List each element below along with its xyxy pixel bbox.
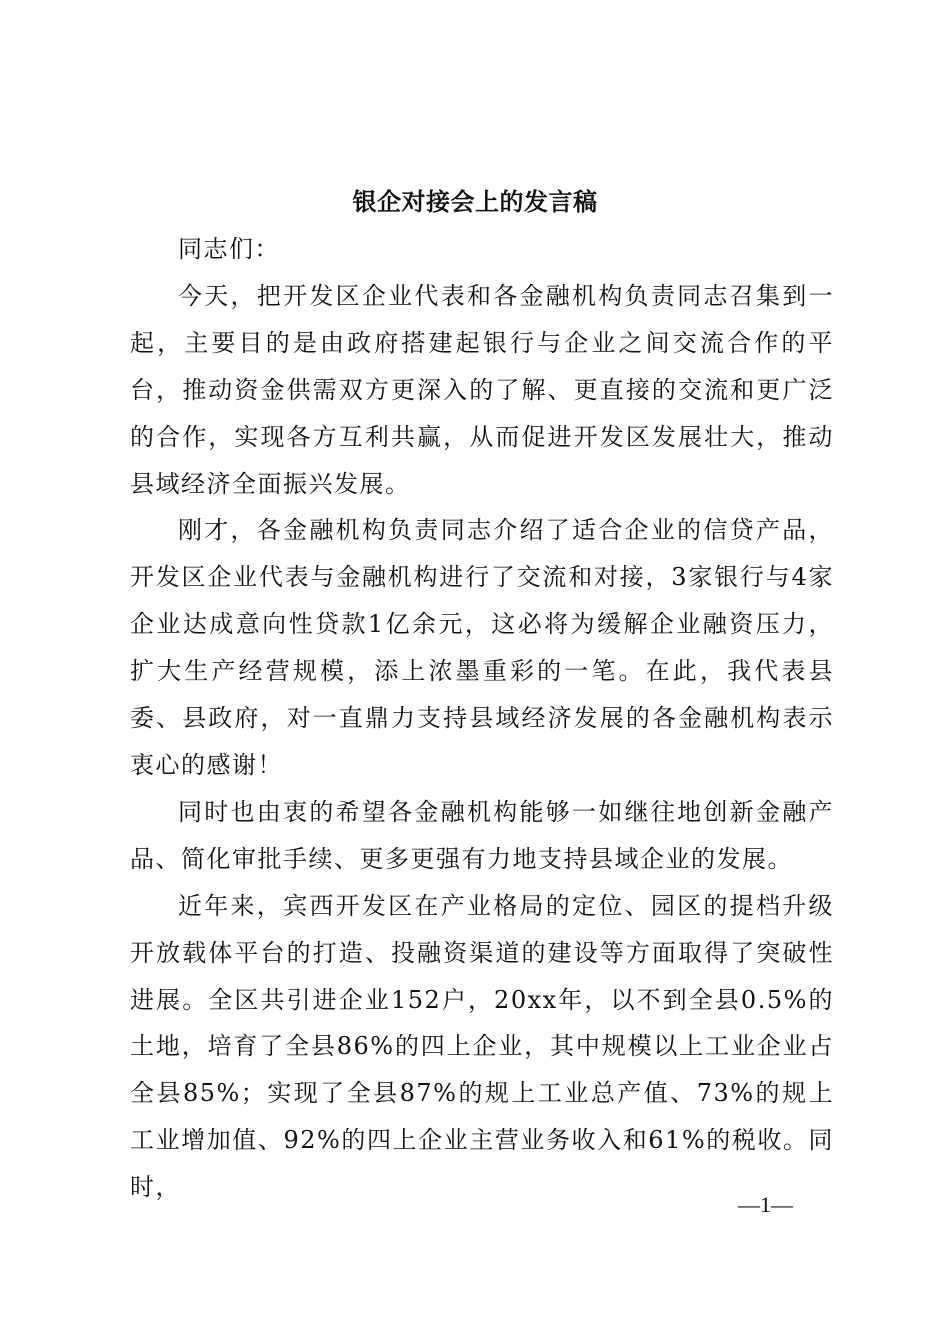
paragraph-4: 近年来，宾西开发区在产业格局的定位、园区的提档升级开放载体平台的打造、投融资渠道的建设等方面取得了突破性进展。全区共引进企业152户，20xx年，以不到全县0.5%的土地，培育了全县86%的四上企业，其中规模以上工业企业占全县85%；实现了全县87%的规上工业总产值、73%的规上工业增加值、92%的四上企业主营业务收入和61%的税收。同时， bbox=[130, 891, 834, 1202]
page-number: —1— bbox=[738, 1192, 793, 1217]
paragraph-3: 同时也由衷的希望各金融机构能够一如继往地创新金融产品、简化审批手续、更多更强有力地支持县域企业的发展。 bbox=[130, 797, 834, 873]
paragraph-1: 今天，把开发区企业代表和各金融机构负责同志召集到一起，主要目的是由政府搭建起银行与企业之间交流合作的平台，推动资金供需双方更深入的了解、更直接的交流和更广泛的合作，实现各方互利共赢，从而促进开发区发展壮大，推动县域经济全面振兴发展。 bbox=[130, 281, 834, 498]
document-body bbox=[130, 226, 834, 1211]
paragraph-2: 刚才，各金融机构负责同志介绍了适合企业的信贷产品，开发区企业代表与金融机构进行了交流和对接，3家银行与4家企业达成意向性贷款1亿余元，这必将为缓解企业融资压力，扩大生产经营规模，添上浓墨重彩的一笔。在此，我代表县委、县政府，对一直鼎力支持县域经济发展的各金融机构表示衷心的感谢！ bbox=[130, 516, 834, 779]
salutation: 同志们： bbox=[178, 235, 280, 263]
document-title: 银企对接会上的发言稿 bbox=[352, 187, 598, 216]
